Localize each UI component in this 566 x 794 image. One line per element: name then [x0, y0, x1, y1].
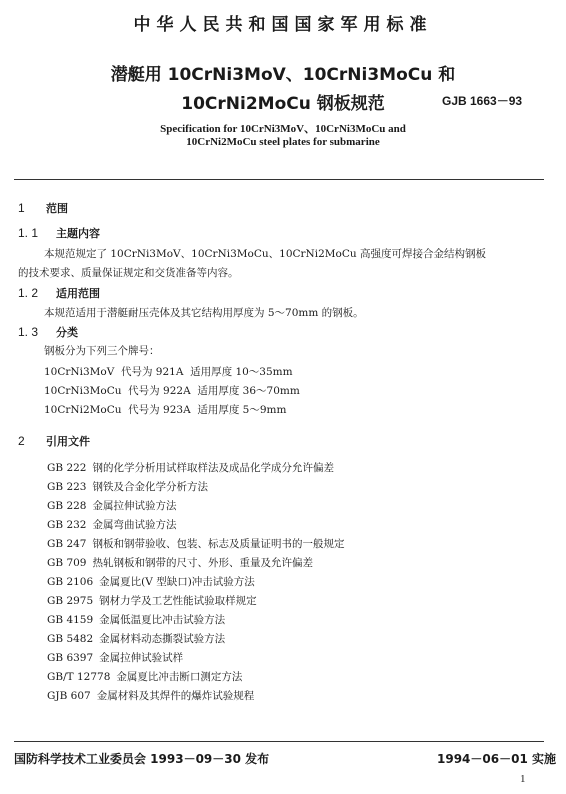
reference-item: [47, 593, 257, 608]
reference-code: GB 232: [47, 519, 87, 531]
reference-item: [47, 517, 176, 532]
reference-title: 金属弯曲试验方法: [92, 519, 177, 531]
reference-item: [47, 650, 183, 665]
footer-divider: [14, 741, 544, 742]
reference-code: GB 2106: [47, 576, 94, 588]
reference-title: 钢的化学分析用试样取样法及成品化学成分允许偏差: [92, 462, 334, 474]
title-chinese-line1: 潜艇用 10CrNi3MoV、10CrNi3MoCu 和: [110, 65, 456, 85]
section-1-2-text: 本规范适用于潜艇耐压壳体及其它结构用厚度为 5～70mm 的钢板。: [44, 307, 364, 319]
reference-code: GB 6397: [47, 652, 94, 664]
reference-code: GB 4159: [47, 614, 94, 626]
page-number: 1: [520, 773, 526, 785]
reference-code: GB 709: [47, 557, 87, 569]
reference-item: [47, 669, 242, 684]
title-english-line1: Specification for 10CrNi3MoV、10CrNi3MoCu and: [160, 123, 406, 135]
reference-item: [47, 498, 176, 513]
section-1-1-heading: [18, 225, 100, 241]
reference-code: GJB 607: [47, 690, 91, 702]
section-1-3-intro: 钢板分为下列三个牌号：: [44, 345, 160, 357]
section-1-title: 范围: [46, 202, 68, 215]
reference-code: GB 247: [47, 538, 87, 550]
reference-item: [47, 479, 208, 494]
section-2-number: 2: [18, 434, 25, 448]
section-1-3-title: 分类: [56, 326, 78, 339]
reference-title: 金属夏比冲击断口测定方法: [116, 671, 243, 683]
section-1-number: 1: [18, 201, 25, 215]
standard-code: GJB 1663－93: [442, 94, 523, 108]
reference-code: GB 5482: [47, 633, 94, 645]
reference-item: [47, 460, 334, 475]
reference-title: 钢材力学及工艺性能试验取样规定: [99, 595, 257, 607]
reference-title: 金属拉伸试验方法: [92, 500, 177, 512]
section-2-title: 引用文件: [46, 435, 90, 448]
reference-item: [47, 631, 225, 646]
reference-code: GB 228: [47, 500, 87, 512]
issue-statement: 国防科学技术工业委员会 1993－09－30 发布: [14, 752, 270, 766]
section-1-1-text-line2: 的技术要求、质量保证规定和交货准备等内容。: [18, 267, 239, 279]
reference-code: GB 2975: [47, 595, 94, 607]
reference-code: GB 222: [47, 462, 87, 474]
section-2-heading: [18, 433, 90, 449]
effective-date: 1994－06－01 实施: [437, 752, 556, 766]
section-1-1-text-line1: 本规范规定了 10CrNi3MoV、10CrNi3MoCu、10CrNi2MoCu 高强度可焊接合金结构钢板: [44, 248, 486, 260]
reference-title: 金属材料及其焊件的爆炸试验规程: [96, 690, 255, 702]
reference-title: 金属材料动态撕裂试验方法: [99, 633, 226, 645]
section-1-1-title: 主题内容: [56, 227, 100, 240]
section-1-3-number: 1. 3: [18, 325, 39, 339]
title-english-line2: 10CrNi2MoCu steel plates for submarine: [186, 136, 380, 148]
section-1-2-number: 1. 2: [18, 286, 39, 300]
reference-code: GB 223: [47, 481, 87, 493]
reference-title: 钢板和钢带验收、包装、标志及质量证明书的一般规定: [92, 538, 345, 550]
reference-item: [47, 574, 255, 589]
section-1-2-heading: [18, 285, 100, 301]
grade-item: 10CrNi3MoCu 代号为 922A 适用厚度 36～70mm: [44, 385, 300, 397]
reference-title: 金属拉伸试验试样: [99, 652, 184, 664]
reference-code: GB/T 12778: [47, 671, 111, 683]
reference-item: [47, 612, 225, 627]
grade-item: 10CrNi3MoV 代号为 921A 适用厚度 10～35mm: [44, 366, 293, 378]
reference-title: 钢铁及合金化学分析方法: [92, 481, 208, 493]
section-1-2-title: 适用范围: [56, 287, 100, 300]
header-divider: [14, 179, 544, 180]
reference-item: [47, 536, 344, 551]
section-1-3-heading: [18, 324, 78, 340]
standard-type-header: 中华人民共和国国家军用标准: [133, 15, 433, 35]
reference-item: [47, 555, 313, 570]
section-1-heading: [18, 200, 68, 216]
section-1-1-number: 1. 1: [18, 226, 39, 240]
reference-item: [47, 688, 254, 703]
reference-title: 热轧钢板和钢带的尺寸、外形、重量及允许偏差: [92, 557, 313, 569]
title-chinese-line2: 10CrNi2MoCu 钢板规范: [181, 94, 385, 114]
grade-item: 10CrNi2MoCu 代号为 923A 适用厚度 5～9mm: [44, 404, 287, 416]
reference-title: 金属低温夏比冲击试验方法: [99, 614, 226, 626]
reference-title: 金属夏比(V 型缺口)冲击试验方法: [99, 576, 255, 588]
